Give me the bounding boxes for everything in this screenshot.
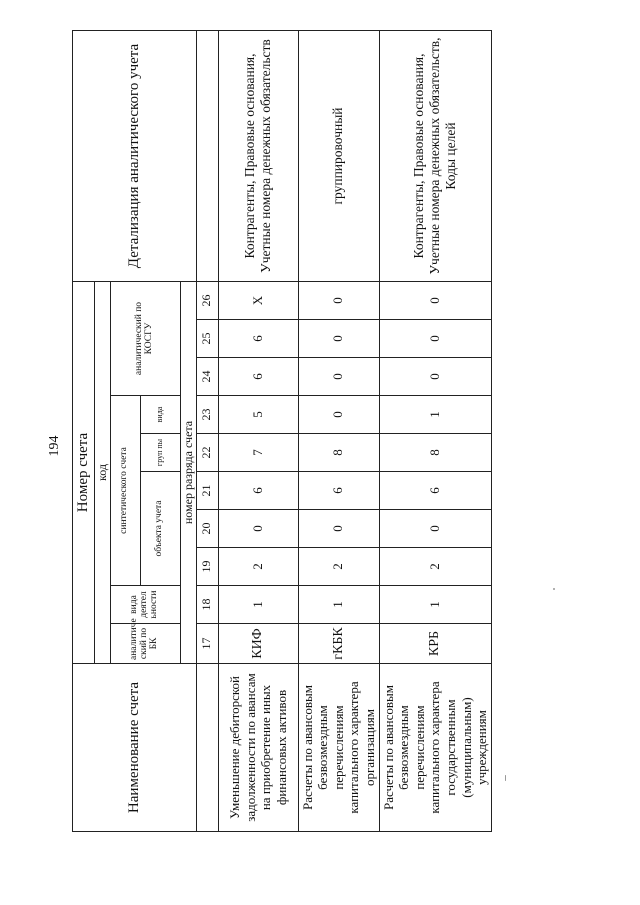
digit-17: 17: [196, 624, 218, 664]
table-rotation-frame: [72, 35, 490, 832]
type-header: вида: [140, 396, 180, 434]
analytic-bk-header: аналитиче ский по БК: [110, 624, 180, 664]
digit-col-name-blank: [196, 664, 218, 832]
digit-20: 20: [196, 510, 218, 548]
digit-25: 25: [196, 320, 218, 358]
synthetic-header: синтетического счета: [110, 396, 140, 586]
row-d23: 0: [298, 396, 379, 434]
detail-header: Детализация аналитического учета: [73, 31, 197, 282]
row-d20: 0: [218, 510, 298, 548]
digit-number-header: номер разряда счета: [180, 282, 196, 664]
digit-19: 19: [196, 548, 218, 586]
digit-22: 22: [196, 434, 218, 472]
code-header: код: [95, 282, 111, 664]
row-d18: 1: [218, 586, 298, 624]
row-detail: Контрагенты, Правовые основания, Учетные номера денежных обязательств: [218, 31, 298, 282]
row-d22: 7: [218, 434, 298, 472]
group-header: груп пы: [140, 434, 180, 472]
row-d24: 0: [379, 358, 491, 396]
row-d25: 6: [218, 320, 298, 358]
scan-speck: [505, 775, 506, 781]
digit-21: 21: [196, 472, 218, 510]
row-d19: 2: [298, 548, 379, 586]
kosgu-header: аналитический по КОСГУ: [110, 282, 180, 396]
row-d18: 1: [379, 586, 491, 624]
activity-type-header: вида деятел ьности: [110, 586, 180, 624]
page-number: 194: [47, 435, 62, 457]
row-d21: 6: [379, 472, 491, 510]
row-account-name: Уменьшение дебиторской задолженности по авансам на приобретение иных финансовых активов: [218, 664, 298, 832]
digit-23: 23: [196, 396, 218, 434]
row-d26: Х: [218, 282, 298, 320]
row-bk-code: КРБ: [379, 624, 491, 664]
row-d21: 6: [298, 472, 379, 510]
digit-24: 24: [196, 358, 218, 396]
row-d25: 0: [379, 320, 491, 358]
digit-26: 26: [196, 282, 218, 320]
row-d26: 0: [379, 282, 491, 320]
row-account-name: Расчеты по авансовым безвозмездным перечислениям капитального характера государственным (муниципальным) учреждениям: [379, 664, 491, 832]
row-d24: 6: [218, 358, 298, 396]
row-detail: группировочный: [298, 31, 379, 282]
account-object-header: объекта учета: [140, 472, 180, 586]
row-d26: 0: [298, 282, 379, 320]
account-name-header: Наименование счета: [73, 664, 197, 832]
row-d19: 2: [218, 548, 298, 586]
table-row: [379, 31, 491, 832]
table-row: [218, 31, 298, 832]
scan-speck: [553, 588, 555, 590]
row-d20: 0: [379, 510, 491, 548]
rotated-table-sheet: [72, 35, 490, 832]
row-bk-code: КИФ: [218, 624, 298, 664]
row-d23: 5: [218, 396, 298, 434]
digit-col-detail-blank: [196, 31, 218, 282]
row-d25: 0: [298, 320, 379, 358]
digit-18: 18: [196, 586, 218, 624]
row-d22: 8: [379, 434, 491, 472]
row-d18: 1: [298, 586, 379, 624]
row-bk-code: гКБК: [298, 624, 379, 664]
account-number-header: Номер счета: [73, 282, 95, 664]
row-d21: 6: [218, 472, 298, 510]
accounts-table: [72, 30, 492, 832]
row-detail: Контрагенты, Правовые основания, Учетные номера денежных обязательств, Коды целей: [379, 31, 491, 282]
row-account-name: Расчеты по авансовым безвозмездным перечислениям капитального характера организациям: [298, 664, 379, 832]
table-row: [298, 31, 379, 832]
row-d22: 8: [298, 434, 379, 472]
row-d20: 0: [298, 510, 379, 548]
row-d19: 2: [379, 548, 491, 586]
row-d23: 1: [379, 396, 491, 434]
row-d24: 0: [298, 358, 379, 396]
